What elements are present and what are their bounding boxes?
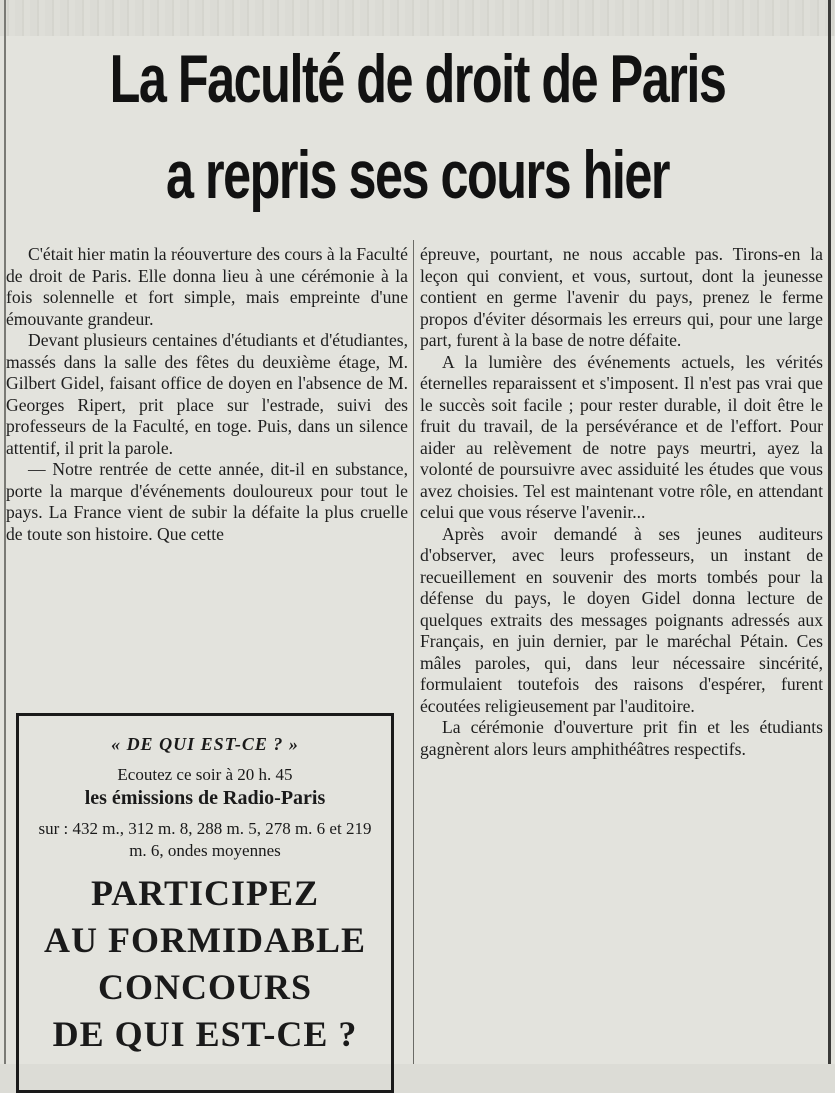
advert-headline-2: AU FORMIDABLE bbox=[43, 920, 366, 960]
headline-line-2: a repris ses cours hier bbox=[165, 137, 669, 213]
paragraph: épreuve, pourtant, ne nous accable pas. Tirons-en la leçon qui convient, et vous, surtout, dont la jeunesse contient en germe l'avenir du pays, prenez le ferme propos d'éviter désormais les erreurs qui, pour une large part, furent à la base de notre défaite. bbox=[420, 244, 823, 350]
article-column-1 bbox=[6, 244, 408, 545]
paragraph: — Notre rentrée de cette année, dit-il en substance, porte la marque d'événements douloureux pour tout le pays. La France vient de subir la défaite la plus cruelle de toute son histoire. Que cette bbox=[6, 459, 408, 544]
column-divider bbox=[413, 240, 414, 1064]
article-column-2 bbox=[420, 244, 823, 760]
advert-headline-1: PARTICIPEZ bbox=[90, 873, 320, 913]
paragraph: A la lumière des événements actuels, les vérités éternelles reparaissent et s'imposent. Il n'est pas vrai que le succès soit facile ; pour rester durable, il doit être le fruit du travail, de la persévérance et de l'effort. Pour aider au relèvement de notre pays meurtri, ayez la volonté de poursuivre avec assiduité les études que vous avez choisies. Tel est maintenant votre rôle, en attendant celui que vous réserve l'avenir... bbox=[420, 351, 823, 522]
right-border-rule bbox=[828, 0, 831, 1064]
advert-broadcast-time: Ecoutez ce soir à 20 h. 45 bbox=[117, 765, 293, 784]
paragraph: Devant plusieurs centaines d'étudiants et d'étudiantes, massés dans la salle des fêtes du deuxième étage, M. Gilbert Gidel, faisant office de doyen en l'absence de M. Georges Ripert, prit place sur l'estrade, suivi des professeurs de la Faculté, en toge. Puis, dans un silence attentif, il prit la parole. bbox=[6, 330, 408, 458]
advert-headline-4: DE QUI EST-CE ? bbox=[52, 1014, 358, 1054]
advert-station: les émissions de Radio-Paris bbox=[84, 787, 326, 809]
advert-headline-3: CONCOURS bbox=[97, 967, 312, 1007]
advert-frequencies: sur : 432 m., 312 m. 8, 288 m. 5, 278 m. 6 et 219 m. 6, ondes moyennes bbox=[38, 819, 372, 860]
headline-line-1: La Faculté de droit de Paris bbox=[109, 41, 726, 117]
advert-tag: « DE QUI EST-CE ? » bbox=[111, 734, 299, 754]
paragraph: C'était hier matin la réouverture des cours à la Faculté de droit de Paris. Elle donna lieu à une cérémonie à la fois solennelle et fort simple, mais empreinte d'une émouvante grandeur. bbox=[6, 244, 408, 329]
radio-contest-advert bbox=[16, 713, 394, 1093]
paragraph: Après avoir demandé à ses jeunes auditeurs d'observer, avec leurs professeurs, un instant de recueillement en souvenir des morts tombés pour la défense du pays, le doyen Gidel donna lecture de quelques extraits des messages poignants adressés aux Français, en juin dernier, par le maréchal Pétain. Ces mâles paroles, qui, dans leur nécessaire sincérité, formulaient toutefois des raisons d'espérer, furent écoutées religieusement par l'auditoire. bbox=[420, 523, 823, 716]
paragraph: La cérémonie d'ouverture prit fin et les étudiants gagnèrent alors leurs amphithéâtres respectifs. bbox=[420, 717, 823, 759]
previous-article-bleed bbox=[0, 0, 835, 36]
